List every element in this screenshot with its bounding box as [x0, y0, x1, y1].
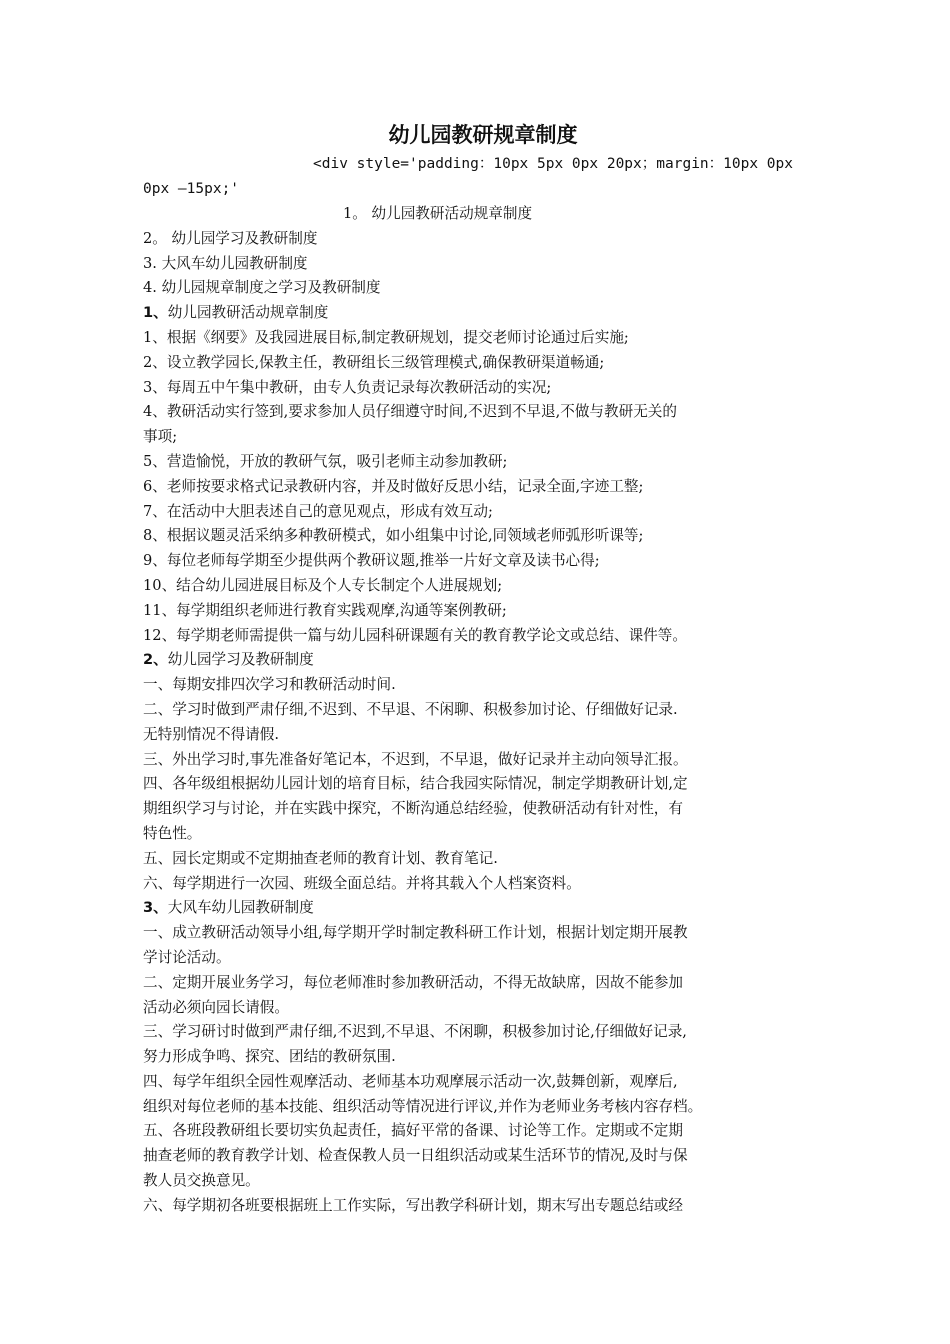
section-3-line: 组织对每位老师的基本技能、组织活动等情况进行评议,并作为老师业务考核内容存档。 — [143, 1097, 703, 1115]
section-1-line: 3、每周五中午集中教研，由专人负责记录每次教研活动的实况; — [143, 378, 552, 396]
section-1-line: 10、结合幼儿园进展目标及个人专长制定个人进展规划; — [143, 576, 503, 594]
section-2-line: 二、学习时做到严肃仔细,不迟到、不早退、不闲聊、积极参加讨论、仔细做好记录. — [143, 700, 678, 718]
section-2-line: 一、每期安排四次学习和教研活动时间. — [143, 676, 396, 694]
section-2-line: 期组织学习与讨论，并在实践中探究，不断沟通总结经验，使教研活动有针对性，有 — [143, 800, 683, 818]
section-2-title: 幼儿园学习及教研制度 — [167, 651, 314, 669]
toc-item-1: 1。 幼儿园教研活动规章制度 — [343, 205, 533, 222]
toc-item-4: 4. 幼儿园规章制度之学习及教研制度 — [143, 279, 381, 297]
section-1-line: 1、根据《纲要》及我园进展目标,制定教研规划，提交老师讨论通过后实施; — [143, 328, 629, 346]
toc-item-3: 3. 大风车幼儿园教研制度 — [143, 254, 308, 272]
section-2-heading — [143, 648, 823, 673]
section-1-line: 12、每学期老师需提供一篇与幼儿园科研课题有关的教育教学论文或总结、课件等。 — [143, 626, 687, 644]
document-title: 幼儿园教研规章制度 — [388, 122, 578, 147]
section-1-line: 8、根据议题灵活采纳多种教研模式，如小组集中讨论,同领域老师弧形听课等; — [143, 527, 644, 545]
section-2-number: 2、 — [143, 651, 168, 669]
code-line-1: <div style='padding：10px 5px 0px 20px；margin：10px 0px — [313, 156, 793, 172]
section-1-line: 4、教研活动实行签到,要求参加人员仔细遵守时间,不迟到不早退,不做与教研无关的 — [143, 403, 677, 421]
section-2-line: 六、每学期进行一次园、班级全面总结。并将其载入个人档案资料。 — [143, 874, 581, 892]
section-3-line: 三、学习研讨时做到严肃仔细,不迟到,不早退、不闲聊，积极参加讨论,仔细做好记录, — [143, 1023, 687, 1041]
section-1-number: 1、 — [143, 304, 168, 322]
section-1-line: 7、在活动中大胆表述自己的意见观点，形成有效互动; — [143, 502, 493, 520]
section-3-heading — [143, 896, 823, 921]
section-2-line: 特色性。 — [143, 824, 202, 842]
section-2-line: 五、园长定期或不定期抽查老师的教育计划、教育笔记. — [143, 849, 498, 867]
code-line-2: 0px —15px;' — [143, 181, 240, 197]
section-3-line: 学讨论活动。 — [143, 948, 231, 966]
section-1-line: 6、老师按要求格式记录教研内容，并及时做好反思小结，记录全面,字迹工整; — [143, 477, 644, 495]
section-3-line: 一、成立教研活动领导小组,每学期开学时制定教科研工作计划，根据计划定期开展教 — [143, 924, 688, 942]
section-3-line: 二、定期开展业务学习，每位老师准时参加教研活动，不得无故缺席，因故不能参加 — [143, 973, 683, 991]
section-1-line: 5、营造愉悦，开放的教研气氛，吸引老师主动参加教研; — [143, 452, 508, 470]
section-1-heading — [143, 301, 823, 326]
section-1-line: 9、每位老师每学期至少提供两个教研议题,推举一片好文章及读书心得; — [143, 552, 600, 570]
section-2-line: 三、外出学习时,事先准备好笔记本，不迟到，不早退，做好记录并主动向领导汇报。 — [143, 750, 688, 768]
section-3-title: 大风车幼儿园教研制度 — [167, 899, 314, 917]
section-2-line: 无特别情况不得请假. — [143, 725, 279, 743]
section-3-line: 努力形成争鸣、探究、团结的教研氛围. — [143, 1048, 396, 1066]
section-1-title: 幼儿园教研活动规章制度 — [167, 304, 329, 322]
section-3-line: 抽查老师的教育教学计划、检查保教人员一日组织活动或某生活环节的情况,及时与保 — [143, 1147, 688, 1165]
section-1-line: 2、设立教学园长,保教主任，教研组长三级管理模式,确保教研渠道畅通; — [143, 353, 605, 371]
section-3-number: 3、 — [143, 899, 168, 917]
section-3-line: 活动必须向园长请假。 — [143, 998, 289, 1016]
toc-item-2: 2。 幼儿园学习及教研制度 — [143, 229, 318, 247]
section-3-line: 四、每学年组织全园性观摩活动、老师基本功观摩展示活动一次,鼓舞创新，观摩后, — [143, 1072, 678, 1090]
document-page — [143, 118, 823, 1219]
section-3-line: 六、每学期初各班要根据班上工作实际，写出教学科研计划，期末写出专题总结或经 — [143, 1196, 683, 1214]
section-2-line: 四、各年级组根据幼儿园计划的培育目标，结合我园实际情况，制定学期教研计划,定 — [143, 775, 688, 793]
section-1-line: 事项; — [143, 428, 178, 446]
section-1-line: 11、每学期组织老师进行教育实践观摩,沟通等案例教研; — [143, 601, 507, 619]
section-3-line: 教人员交换意见。 — [143, 1172, 260, 1190]
section-3-line: 五、各班段教研组长要切实负起责任，搞好平常的备课、讨论等工作。定期或不定期 — [143, 1122, 683, 1140]
